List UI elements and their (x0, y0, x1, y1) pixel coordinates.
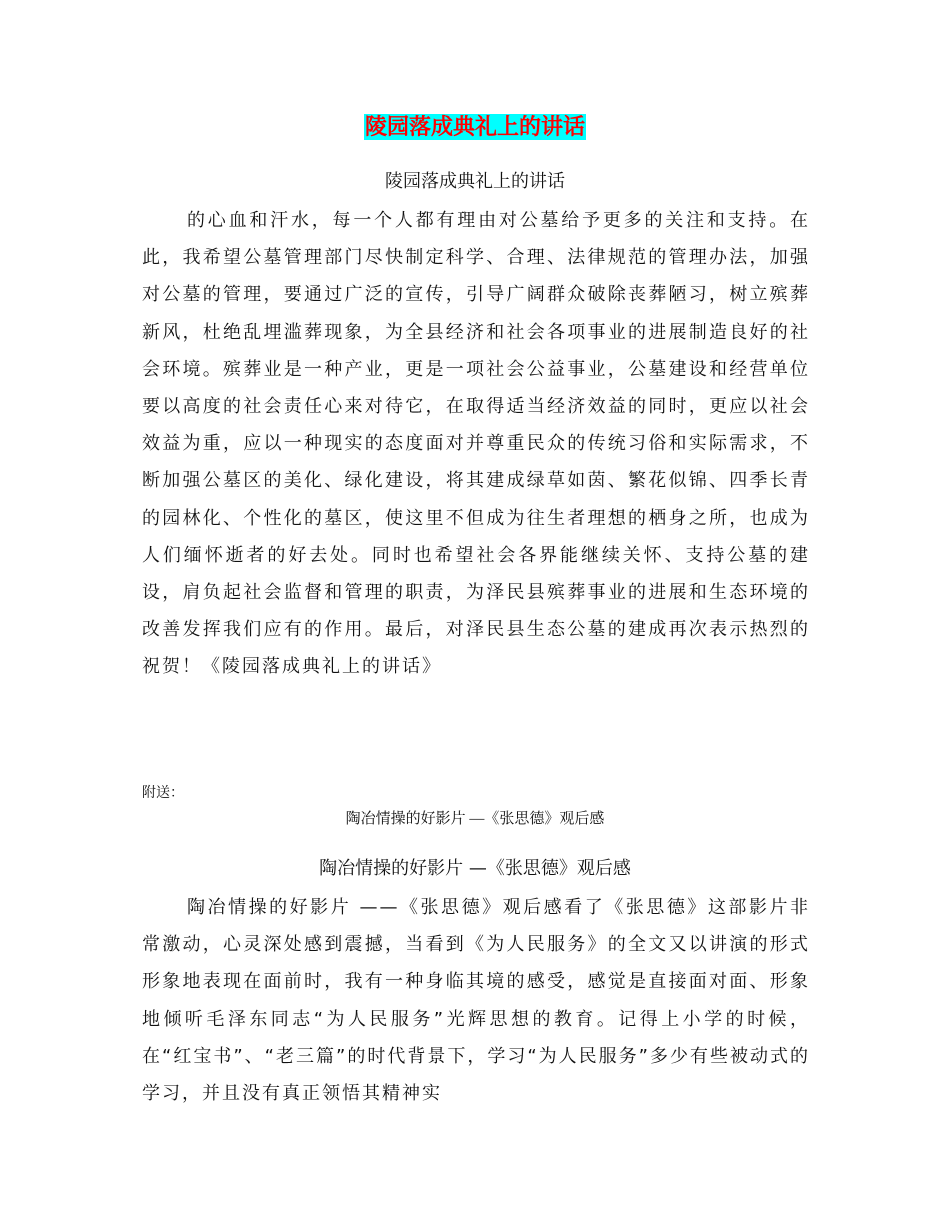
appendix-label: 附送： (142, 786, 184, 801)
appendix-title-small: 陶冶情操的好影片 —《张思德》观后感 (345, 811, 605, 827)
document-title (0, 112, 950, 142)
document-subtitle: 陵园落成典礼上的讲话 (385, 171, 565, 192)
document-title-text: 陵园落成典礼上的讲话 (364, 114, 585, 140)
appendix-title-large: 陶冶情操的好影片 —《张思德》观后感 (319, 858, 631, 879)
review-paragraph: 陶冶情操的好影片 ——《张思德》观后感看了《张思德》这部影片非常激动，心灵深处感到震撼，当看到《为人民服务》的全文又以讲演的形式形象地表现在面前时，我有一种身临其境的感受，感觉是直接面对面、形象地倾听毛泽东同志“为人民服务”光辉思想的教育。记得上小学的时候，在“红宝书”、“老三篇”的时代背景下，学习“为人民服务”多少有些被动式的学习，并且没有真正领悟其精神实 (142, 897, 810, 1105)
speech-paragraph: 的心血和汗水，每一个人都有理由对公墓给予更多的关注和支持。在此，我希望公墓管理部门尽快制定科学、合理、法律规范的管理办法，加强对公墓的管理，要通过广泛的宣传，引导广阔群众破除丧葬陋习，树立殡葬新风，杜绝乱埋滥葬现象，为全县经济和社会各项事业的进展制造良好的社会环境。殡葬业是一种产业，更是一项社会公益事业，公墓建设和经营单位要以高度的社会责任心来对待它，在取得适当经济效益的同时，更应以社会效益为重，应以一种现实的态度面对并尊重民众的传统习俗和实际需求，不断加强公墓区的美化、绿化建设，将其建成绿草如茵、繁花似锦、四季长青的园林化、个性化的墓区，使这里不但成为往生者理想的栖身之所，也成为人们缅怀逝者的好去处。同时也希望社会各界能继续关怀、支持公墓的建设，肩负起社会监督和管理的职责，为泽民县殡葬事业的进展和生态环境的改善发挥我们应有的作用。最后，对泽民县生态公墓的建成再次表示热烈的祝贺！《陵园落成典礼上的讲话》 (142, 210, 810, 678)
